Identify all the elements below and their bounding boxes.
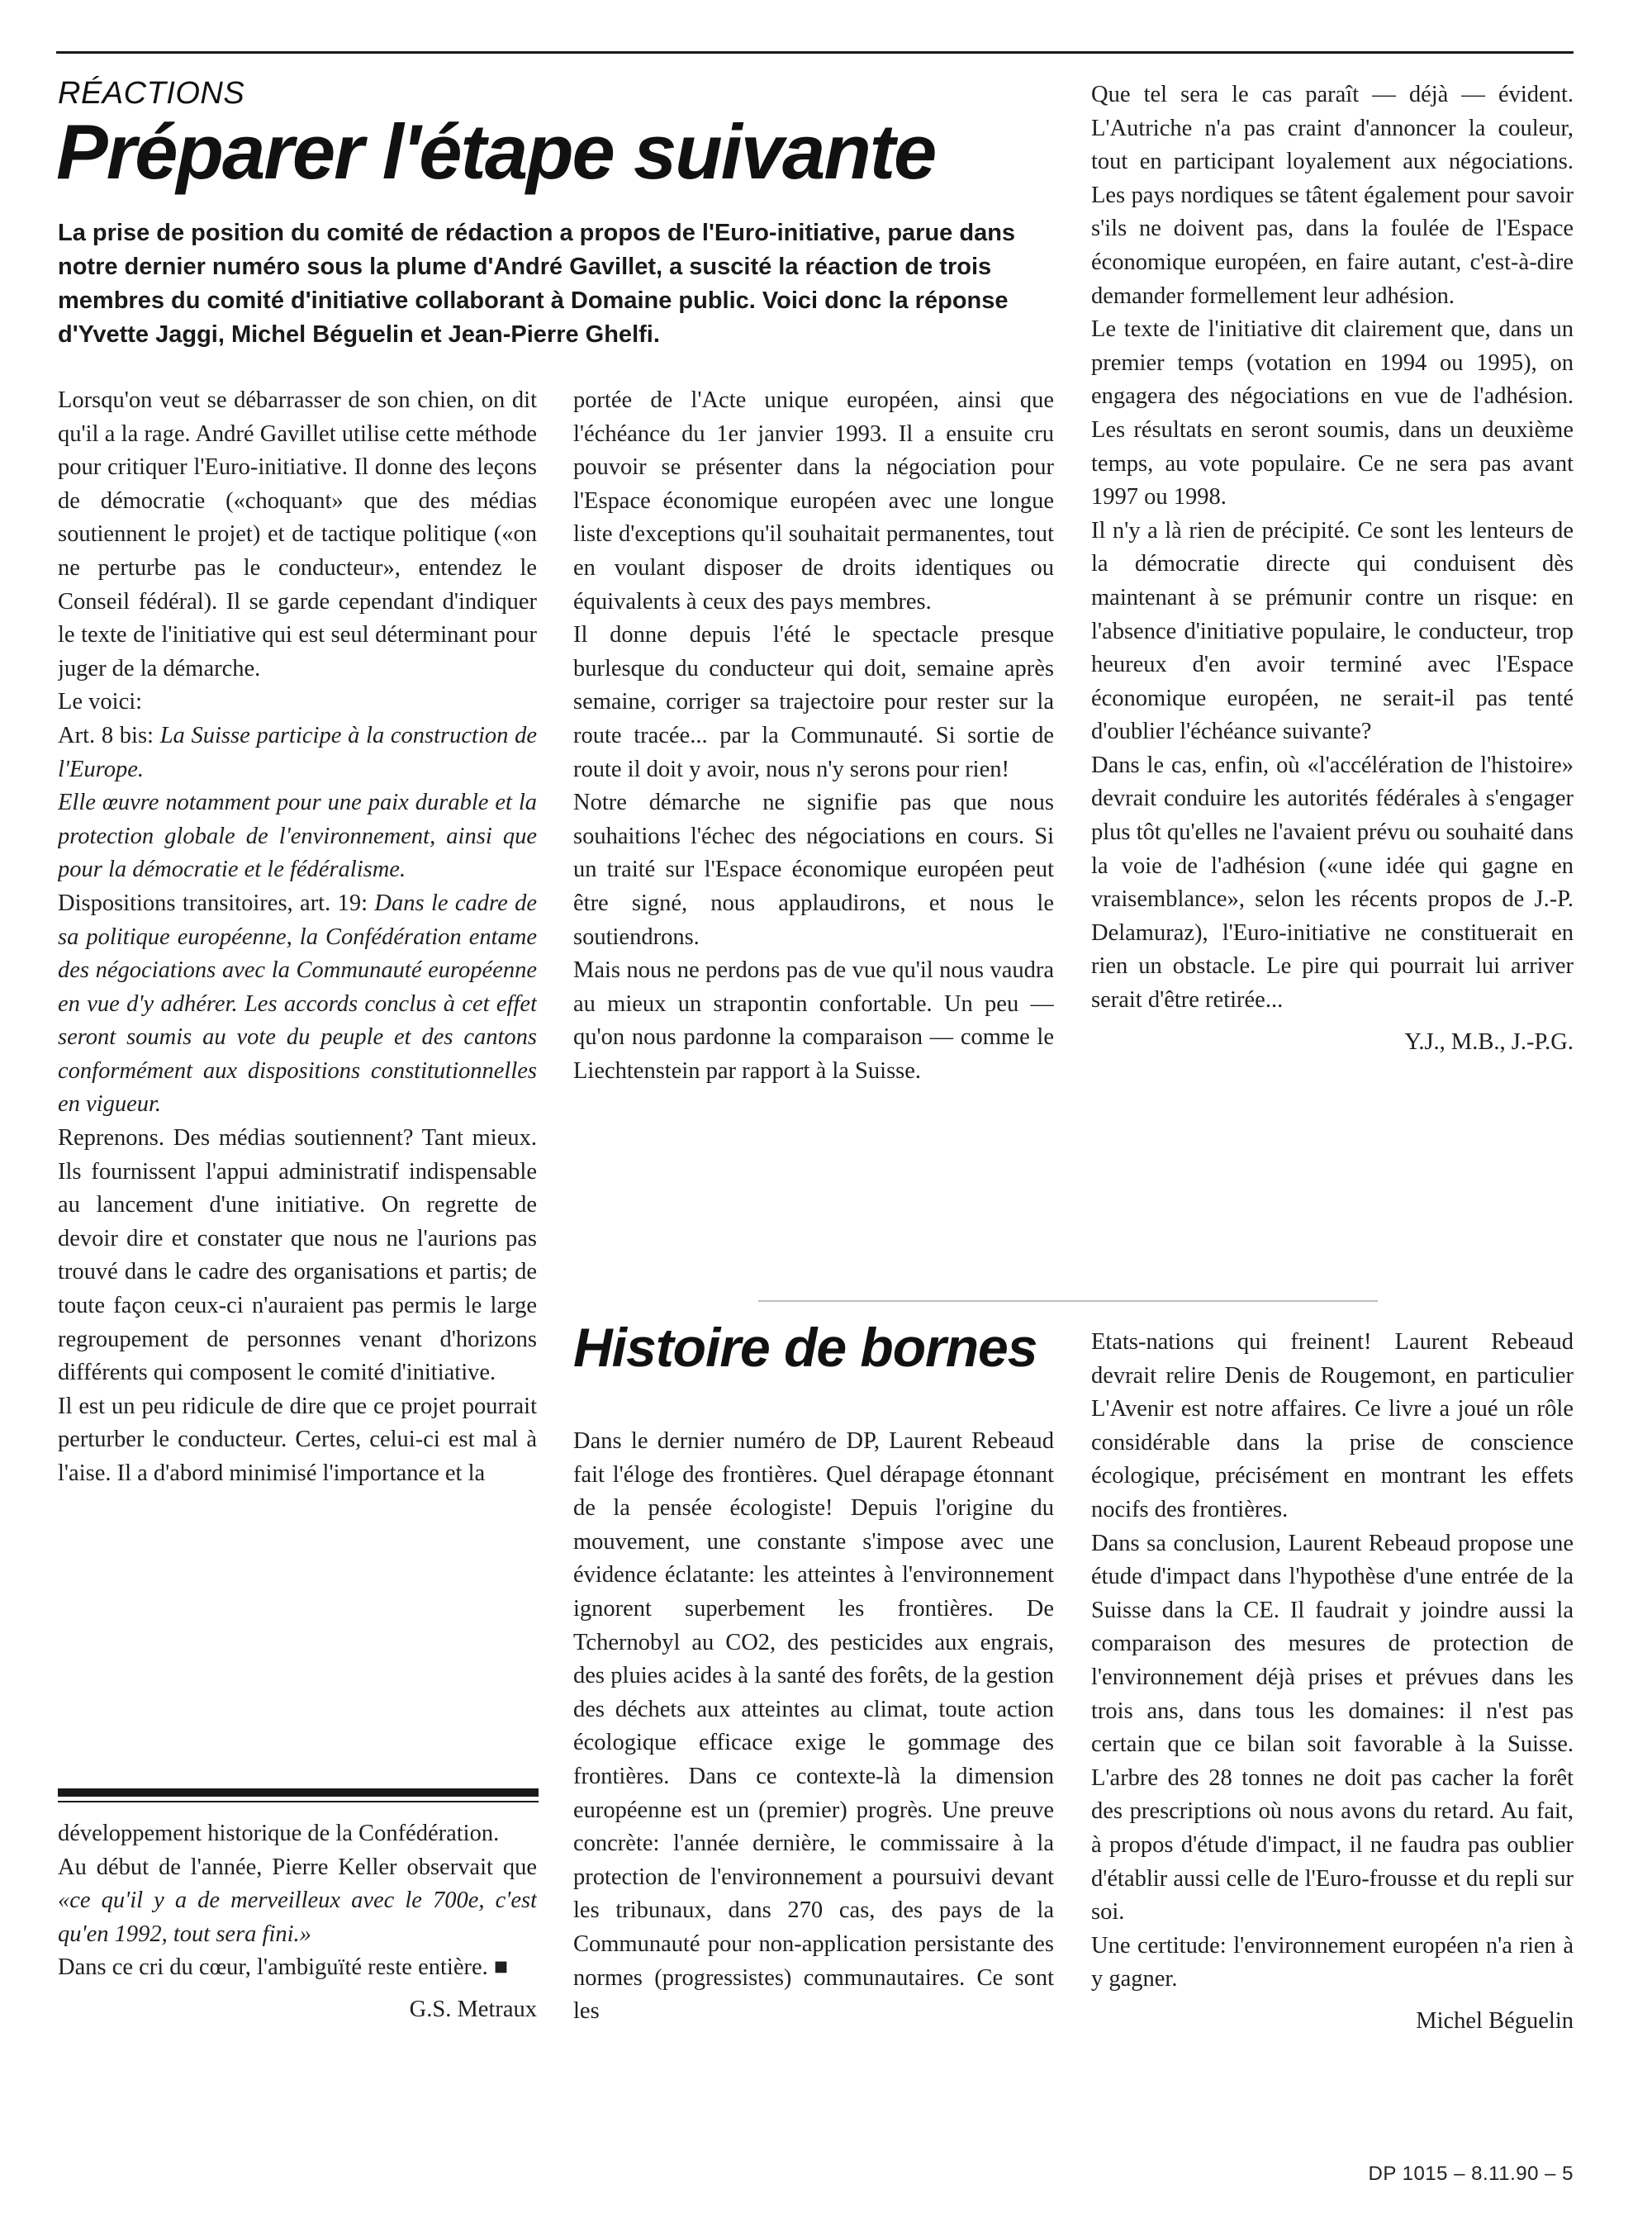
paragraph: Dans ce cri du cœur, l'ambiguïté reste entière. ■ <box>58 1954 509 1981</box>
paragraph: Dans le dernier numéro de DP, Laurent Rebeaud fait l'éloge des frontières. Quel dérapage étonnant de la pensée écologiste! Depuis l'origine du mouvement, une constante s'impose avec une évidence éclatante: les atteintes à l'environnement ignorent superbement les frontières. De Tchernobyl au CO2, des pesticides aux engrais, des pluies acides à la santé des forêts, de la gestion des déchets aux atteintes au climat, toute action écologique efficace exige le gommage des frontières. Dans ce contexte-là la dimension européenne est un (premier) progrès. Une preuve concrète: l'année dernière, le commissaire à la protection de l'environnement a poursuivi devant les tribunaux, dans 270 cas, des pays de la Communauté pour non-application persistante des normes (progressistes) communautaires. Ce sont les <box>573 1428 1054 2025</box>
paragraph: développement historique de la Confédération. <box>58 1821 500 1846</box>
second-article-signature: Michel Béguelin <box>1416 2007 1574 2034</box>
article-column-2 <box>573 384 1054 1260</box>
paragraph <box>58 887 537 1122</box>
second-article-column-1 <box>573 1425 1054 2135</box>
text-span: Art. 8 bis: <box>58 722 160 748</box>
section-divider <box>758 1300 1378 1302</box>
paragraph: Il n'y a là rien de précipité. Ce sont les lenteurs de la démocratie directe qui conduisent dès maintenant à se prémunir contre un risque: en l'absence d'initiative populaire, le conducteur, trop heureux d'en avoir terminé avec l'Espace économique européen, ne serait-il pas tenté d'oublier l'échéance suivante? <box>1091 517 1574 745</box>
paragraph: Il est un peu ridicule de dire que ce projet pourrait perturber le conducteur. Certes, celui-ci est mal à l'aise. Il a d'abord minimisé l'importance et la <box>58 1393 537 1486</box>
paragraph <box>58 1851 537 1952</box>
article-lead: La prise de position du comité de rédaction a propos de l'Euro-initiative, parue dans notre dernier numéro sous la plume d'André Gavillet, a suscité la réaction de trois membres du comité d'initiative collaborant à Domaine public. Voici donc la réponse d'Yvette Jaggi, Michel Béguelin et Jean-Pierre Ghelfi. <box>58 220 1016 348</box>
previous-article-column <box>58 1817 537 2164</box>
italic-quote: La Suisse participe à la construction de l'Europe. <box>58 722 537 782</box>
paragraph: Reprenons. Des médias soutiennent? Tant mieux. Ils fournissent l'appui administratif indispensable au lancement d'une initiative. On regrette de devoir dire et constater que nous ne l'aurions pas trouvé dans le cadre des organisations et partis; de toute façon ceux-ci n'auraient pas permis le large regroupement de personnes venant d'horizons différents qui composent le comité d'initiative. <box>58 1125 537 1386</box>
paragraph: Le voici: <box>58 689 143 715</box>
paragraph: Lorsqu'on veut se débarrasser de son chien, on dit qu'il a la rage. André Gavillet utilise cette méthode pour critiquer l'Euro-initiative. Il donne des leçons de démocratie («choquant» que des médias soutiennent le projet) et de tactique politique («on ne perturbe pas le conducteur», entendez le Conseil fédéral). Il se garde cependant d'indiquer le texte de l'initiative qui est seul déterminant pour juger de la démarche. <box>58 387 537 681</box>
paragraph: Il donne depuis l'été le spectacle presque burlesque du conducteur qui doit, semaine après semaine, corriger sa trajectoire pour rester sur la route tracée... par la Communauté. Si sortie de route il doit y avoir, nous n'y serons pour rien! <box>573 622 1054 782</box>
paragraph: portée de l'Acte unique européen, ainsi que l'échéance du 1er janvier 1993. Il a ensuite cru pouvoir se présenter dans la négociation pour l'Espace économique européen avec une longue liste d'exceptions qu'il souhaitait permanentes, tout en voulant disposer de droits identiques ou équivalents à ceux des pays membres. <box>573 387 1054 615</box>
article-signature: Y.J., M.B., J.-P.G. <box>1404 1028 1574 1055</box>
column-divider-thin <box>58 1801 539 1802</box>
paragraph: Mais nous ne perdons pas de vue qu'il nous vaudra au mieux un strapontin confortable. Un peu — qu'on nous pardonne la comparaison — comme le Liechtenstein par rapport à la Suisse. <box>573 957 1054 1084</box>
page-footer: DP 1015 – 8.11.90 – 5 <box>1368 2163 1574 2185</box>
top-rule <box>56 51 1574 54</box>
italic-quote: Dans le cadre de sa politique européenne, la Confédération entame des négociations avec la Communauté européenne en vue d'y adhérer. Les accords conclus à cet effet seront soumis au vote du peuple et des cantons conformément aux dispositions constitutionnelles en vigueur. <box>58 890 537 1118</box>
text-span: Au début de l'année, Pierre Keller observait que <box>58 1854 537 1880</box>
paragraph: Le texte de l'initiative dit clairement que, dans un premier temps (votation en 1994 ou 1995), on engagera des négociations en vue de l'adhésion. Les résultats en seront soumis, dans un deuxième temps, au vote populaire. Ce ne sera pas avant 1997 ou 1998. <box>1091 316 1574 511</box>
column-divider-thick <box>58 1788 539 1797</box>
paragraph: Notre démarche ne signifie pas que nous souhaitions l'échec des négociations en cours. Si un traité sur l'Espace économique européen peut être signé, nous applaudirons, et nous le soutiendrons. <box>573 790 1054 950</box>
italic-quote: Elle œuvre notamment pour une paix durable et la protection globale de l'environnement, ainsi que pour la démocratie et le fédéralisme. <box>58 790 537 883</box>
paragraph: Etats-nations qui freinent! Laurent Rebeaud devrait relire Denis de Rougemont, en particulier L'Avenir est notre affaires. Ce livre a joué un rôle considérable dans la prise de conscience écologique, précisément en montrant les effets nocifs des frontières. <box>1091 1329 1574 1522</box>
second-article-column-2 <box>1091 1326 1574 2152</box>
article-column-3 <box>1091 78 1574 1260</box>
paragraph: Dans sa conclusion, Laurent Rebeaud propose une étude d'impact dans l'hypothèse d'une entrée de la Suisse dans la CE. Il faudrait y joindre aussi la comparaison des mesures de protection de l'environnement déjà prises et prévues dans les trois ans, dans tous les domaines: il n'est pas certain que ce bilan soit favorable à la Suisse. L'arbre des 28 tonnes ne doit pas cacher la forêt des prescriptions où nous avons du retard. Au fait, à propos d'étude d'impact, il ne faudra pas oublier d'établir aussi celle de l'Euro-frousse et du repli sur soi. <box>1091 1530 1574 1926</box>
text-span: Dispositions transitoires, art. 19: <box>58 890 375 916</box>
previous-article-signature: G.S. Metraux <box>409 1996 537 2022</box>
section-kicker: RÉACTIONS <box>58 76 245 111</box>
article-title: Préparer l'étape suivante <box>56 108 936 195</box>
paragraph <box>58 719 537 786</box>
italic-quote: «ce qu'il y a de merveilleux avec le 700e, c'est qu'en 1992, tout sera fini.» <box>58 1888 537 1947</box>
paragraph <box>58 786 537 887</box>
second-article-title: Histoire de bornes <box>573 1317 1037 1378</box>
article-column-1 <box>58 384 537 1747</box>
paragraph: Dans le cas, enfin, où «l'accélération de l'histoire» devrait conduire les autorités fédérales à s'engager plus tôt qu'elles ne l'avaient prévu ou souhaité dans la voie de l'adhésion («une idée qui gagne en vraisemblance», selon les récents propos de J.-P. Delamuraz), l'Euro-initiative ne constituerait en rien un obstacle. Le pire qui pourrait lui arriver serait d'être retirée... <box>1091 752 1574 1014</box>
paragraph: Que tel sera le cas paraît — déjà — évident. L'Autriche n'a pas craint d'annoncer la couleur, tout en participant loyalement aux négociations. Les pays nordiques se tâtent également pour savoir s'ils ne doivent pas, dans la foulée de l'Espace économique européen, en faire autant, c'est-à-dire demander formellement leur adhésion. <box>1091 82 1574 309</box>
paragraph: Une certitude: l'environnement européen n'a rien à y gagner. <box>1091 1932 1574 1992</box>
